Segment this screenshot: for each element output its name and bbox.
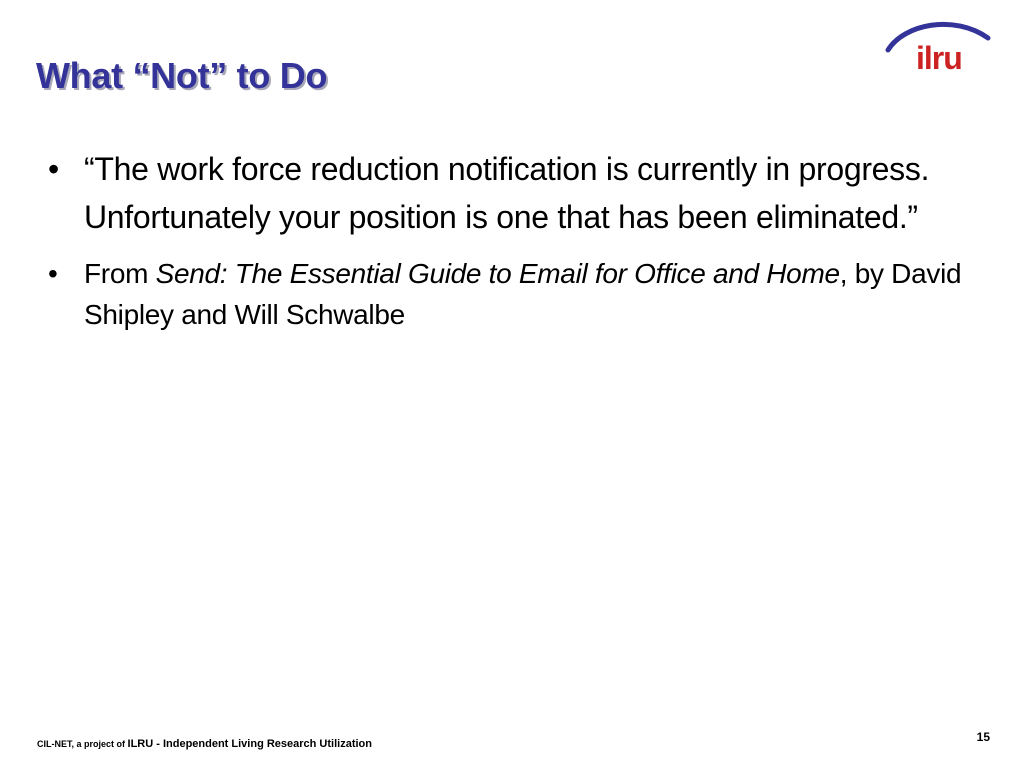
source-prefix: From	[84, 258, 156, 289]
slide-footer	[37, 734, 372, 752]
bullet-list	[48, 145, 998, 335]
bullet-dot-icon: •	[48, 151, 59, 187]
footer-prefix: CIL-NET, a project of	[37, 739, 128, 749]
bullet-source	[48, 253, 998, 335]
logo-text: ilru	[916, 40, 962, 76]
quote-text: “The work force reduction notification is currently in progress. Unfortunately your position is one that has been eliminated.”	[84, 151, 930, 235]
book-title: Send: The Essential Guide to Email for Office and Home	[155, 258, 840, 289]
ilru-logo	[884, 16, 992, 76]
page-number: 15	[976, 730, 990, 744]
slide-title: What “Not” to Do	[36, 55, 328, 96]
bullet-quote	[48, 145, 998, 241]
source-authors: , by David Shipley and Will Schwalbe	[84, 258, 962, 330]
bullet-dot-icon: •	[48, 258, 58, 289]
footer-org: ILRU - Independent Living Research Utilization	[127, 738, 372, 750]
